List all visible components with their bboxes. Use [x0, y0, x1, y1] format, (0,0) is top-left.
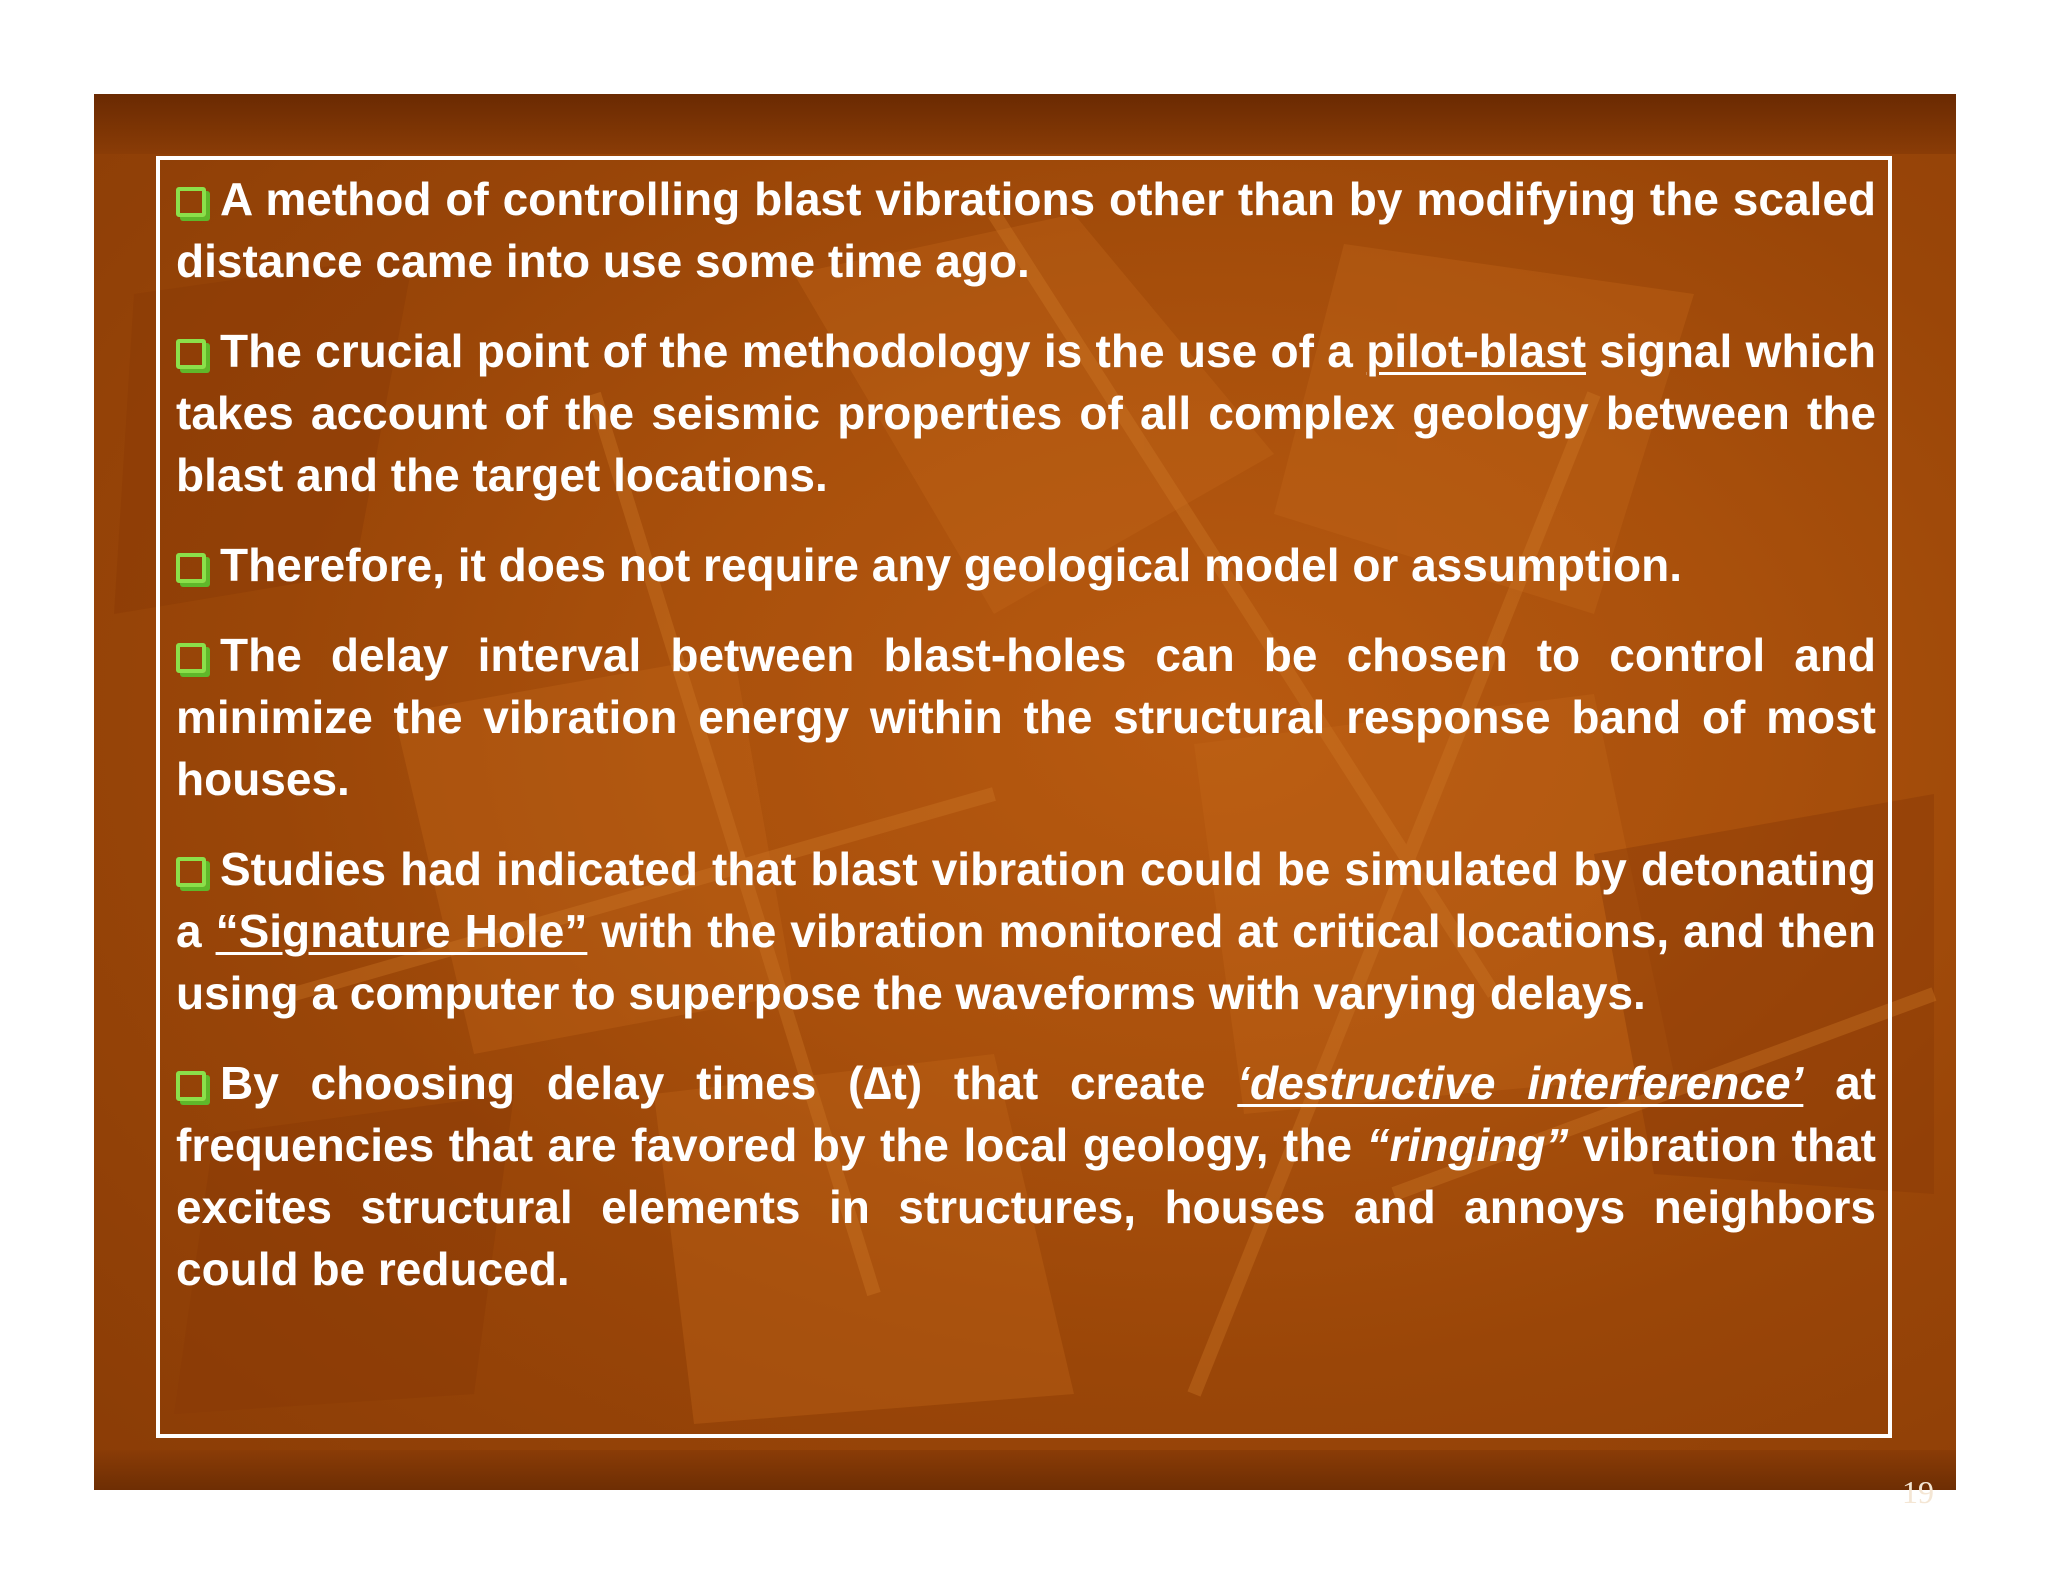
- bullet-text: with the vibration monitored at critical locations, and then using a computer to superpose the waveforms with varying delays.: [176, 905, 1876, 1019]
- bullet-list: [176, 168, 1876, 1300]
- bullet-text: A method of controlling blast vibrations other than by modifying the scaled distance came into use some time ago.: [176, 173, 1876, 287]
- underlined-term: pilot-blast: [1366, 325, 1587, 377]
- bullet-item: [176, 534, 1876, 596]
- checkbox-bullet-icon: [176, 339, 206, 369]
- bullet-text: By choosing delay times (∆t) that create: [220, 1057, 1238, 1109]
- bullet-item: [176, 320, 1876, 506]
- bullet-text: The crucial point of the methodology is the use of a: [220, 325, 1367, 377]
- bullet-text: Studies had indicated that blast vibration could be simulated by detonating a: [176, 843, 1876, 957]
- checkbox-bullet-icon: [176, 553, 206, 583]
- bullet-item: [176, 168, 1876, 292]
- bullet-text: vibration that excites structural elements in structures, houses and annoys neighbors could be reduced.: [176, 1119, 1877, 1295]
- bullet-item: [176, 838, 1876, 1024]
- bullet-text: at frequencies that are favored by the local geology, the: [176, 1057, 1876, 1171]
- page-number: 19: [1902, 1474, 1934, 1510]
- underlined-term: “Signature Hole”: [215, 905, 588, 957]
- slide-bottom-band: [94, 1450, 1956, 1490]
- bullet-item: [176, 624, 1876, 810]
- italic-term: “ringing”: [1366, 1119, 1569, 1171]
- bullet-text: signal which takes account of the seismic properties of all complex geology between the blast and the target locations.: [176, 325, 1876, 501]
- checkbox-bullet-icon: [176, 857, 206, 887]
- bullet-item: [176, 1052, 1876, 1300]
- checkbox-bullet-icon: [176, 1071, 206, 1101]
- slide: [94, 94, 1956, 1510]
- bullet-text: Therefore, it does not require any geological model or assumption.: [220, 539, 1683, 591]
- bullet-text: The delay interval between blast-holes can be chosen to control and minimize the vibration energy within the structural response band of most houses.: [176, 629, 1876, 805]
- checkbox-bullet-icon: [176, 643, 206, 673]
- underlined-italic-term: ‘destructive interference’: [1237, 1057, 1804, 1109]
- checkbox-bullet-icon: [176, 187, 206, 217]
